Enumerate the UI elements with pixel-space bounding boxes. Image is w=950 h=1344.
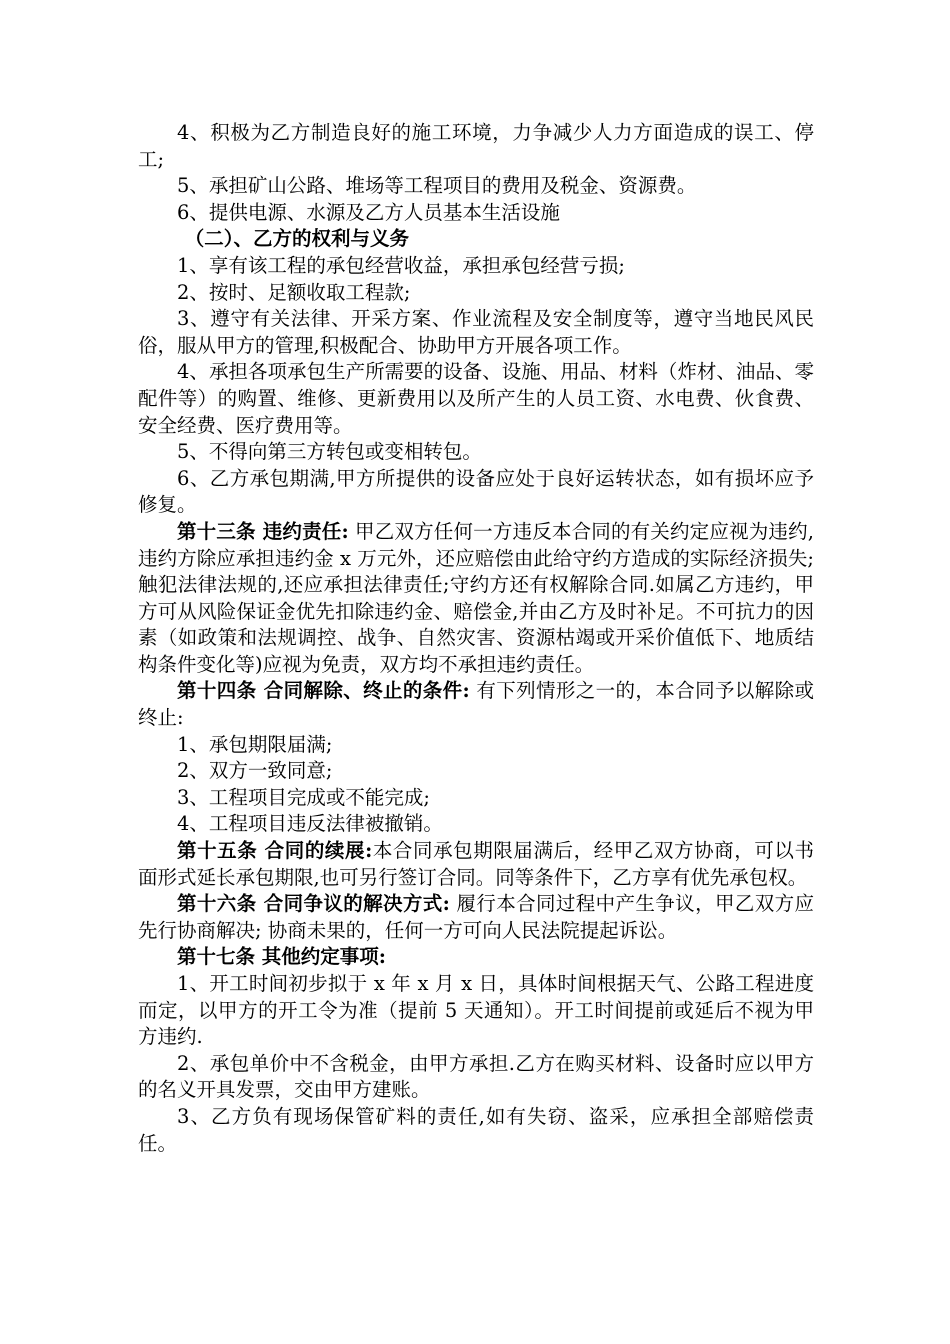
paragraph: 4、承担各项承包生产所需要的设备、设施、用品、材料（炸材、油品、零配件等）的购置、维修、更新费用以及所产生的人员工资、水电费、伙食费、安全经费、医疗费用等。 [138, 360, 814, 437]
article-16 [138, 891, 814, 944]
list-item: 2、承包单价中不含税金，由甲方承担.乙方在购买材料、设备时应以甲方的名义开具发票，交由甲方建账。 [138, 1051, 814, 1102]
list-item: 3、工程项目完成或不能完成; [177, 785, 430, 809]
list-item: 4、工程项目违反法律被撤销。 [177, 812, 443, 836]
article-title: 第十三条 违约责任: [177, 519, 349, 543]
paragraph: 5、不得向第三方转包或变相转包。 [177, 440, 482, 464]
paragraph: 2、按时、足额收取工程款; [177, 280, 411, 304]
document-page [138, 120, 814, 1157]
article-body: 甲乙双方任何一方违反本合同的有关约定应视为违约,违约方除应承担违约金 x 万元外，还应赔偿由此给守约方造成的实际经济损失;触犯法律法规的,还应承担法律责任;守约方还有权解除合同.如属乙方违约，甲方可从风险保证金优先扣除违约金、赔偿金,并由乙方及时补足。不可抗力的因素（如政策和法规调控、战争、自然灾害、资源枯竭或开采价值低下、地质结构条件变化等)应视为免责，双方均不承担违约责任。 [138, 519, 814, 676]
list-item: 3、乙方负有现场保管矿料的责任,如有失窃、盗采，应承担全部赔偿责任。 [138, 1104, 814, 1155]
article-body: 履行本合同过程中产生争议，甲乙双方应先行协商解决; 协商未果的，任何一方可向人民法院提起诉讼。 [138, 892, 814, 942]
list-item: 1、承包期限届满; [177, 732, 333, 756]
paragraph: 3、遵守有关法律、开采方案、作业流程及安全制度等，遵守当地民风民俗，服从甲方的管理,积极配合、协助甲方开展各项工作。 [138, 307, 814, 357]
article-15 [138, 838, 814, 891]
article-14 [138, 678, 814, 731]
paragraph: 4、积极为乙方制造良好的施工环境，力争减少人力方面造成的误工、停工; [138, 121, 814, 171]
article-17 [138, 944, 814, 971]
article-title: 第十六条 合同争议的解决方式: [177, 892, 450, 916]
paragraph: 6、乙方承包期满,甲方所提供的设备应处于良好运转状态，如有损坏应予修复。 [138, 466, 814, 517]
article-title: 第十五条 合同的续展: [177, 839, 373, 863]
article-13 [138, 519, 814, 679]
article-title: 第十七条 其他约定事项: [177, 945, 386, 969]
section-heading: （二）、乙方的权利与义务 [184, 227, 410, 251]
paragraph: 1、享有该工程的承包经营收益，承担承包经营亏损; [177, 253, 625, 277]
article-body: 有下列情形之一的，本合同予以解除或终止: [138, 679, 814, 730]
list-item: 1、开工时间初步拟于 x 年 x 月 x 日，具体时间根据天气、公路工程进度而定，以甲方的开工令为准（提前 5 天通知）。开工时间提前或延后不视为甲方违约. [138, 972, 814, 1049]
article-body: 本合同承包期限届满后，经甲乙双方协商，可以书面形式延长承包期限,也可另行签订合同。同等条件下，乙方享有优先承包权。 [138, 839, 814, 889]
list-item: 2、双方一致同意; [177, 759, 333, 783]
article-title: 第十四条 合同解除、终止的条件: [177, 679, 470, 703]
paragraph: 6、提供电源、水源及乙方人员基本生活设施 [177, 200, 560, 224]
paragraph: 5、承担矿山公路、堆场等工程项目的费用及税金、资源费。 [177, 174, 697, 198]
